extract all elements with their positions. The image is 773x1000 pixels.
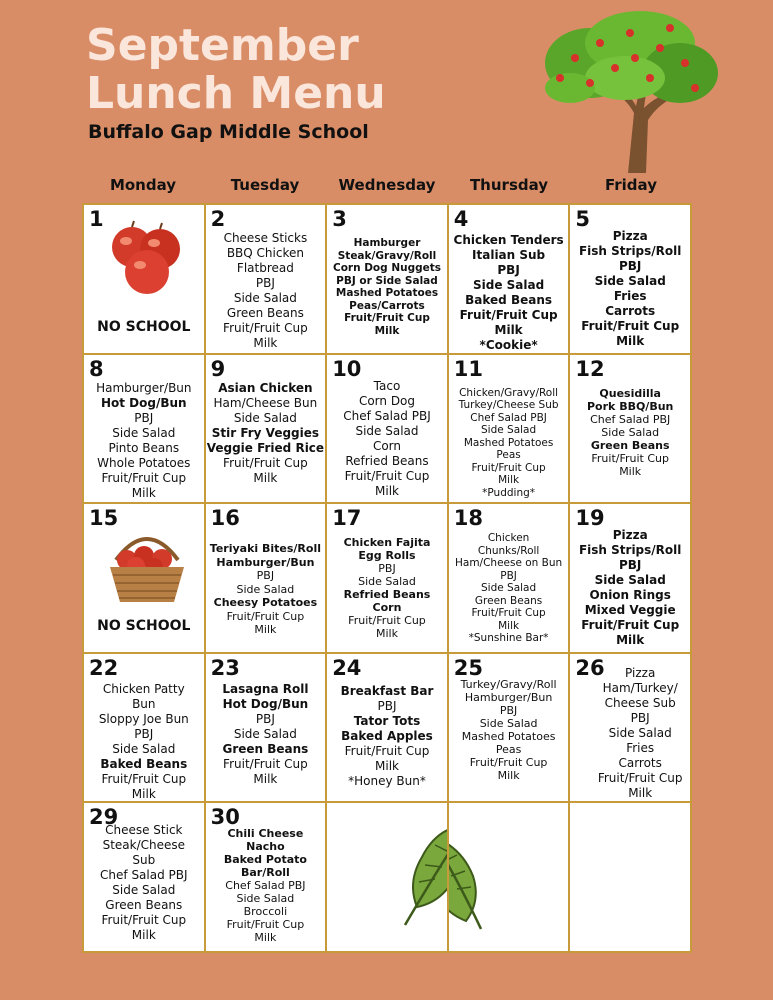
menu-item: Turkey/Cheese Sub: [458, 399, 559, 412]
menu-item: Asian Chicken: [218, 380, 313, 395]
weekday-monday: Monday: [109, 176, 177, 194]
menu-item: PBJ: [630, 710, 650, 725]
menu-item: Milk: [619, 464, 642, 478]
menu-item: Chicken: [487, 532, 530, 545]
menu-item: Peas: [496, 449, 521, 462]
title-line-2: Lunch Menu: [86, 68, 386, 119]
menu-item: Green Beans: [226, 306, 304, 320]
menu-item: Milk: [498, 474, 520, 487]
menu-item: Fruit/Fruit Cup: [226, 918, 305, 932]
menu-item: Hamburger/Bun: [216, 555, 315, 569]
menu-item: Side Salad: [472, 278, 545, 292]
menu-item: Steak/Cheese: [102, 838, 186, 853]
day-number: 3: [332, 207, 347, 231]
day-cell-30: [206, 803, 326, 951]
menu-item: Chicken/Gravy/Roll: [459, 386, 559, 399]
menu-item: PBJ: [618, 259, 642, 273]
day-cell-25: [449, 654, 569, 802]
page-title: [86, 22, 386, 118]
menu-item: Taco: [373, 378, 401, 393]
menu-item: Side Salad: [233, 291, 297, 305]
day-cell-3: [327, 205, 447, 353]
menu-item: Chunks/Roll: [477, 544, 540, 557]
day-number: 5: [575, 207, 591, 231]
menu-items: [570, 387, 690, 478]
menu-item: Fruit/Fruit Cup: [101, 913, 187, 928]
menu-item: Peas: [495, 742, 522, 756]
empty-cell: [327, 803, 447, 951]
menu-items: [84, 682, 204, 802]
menu-items: [84, 381, 204, 501]
menu-item: Side Salad: [358, 575, 416, 589]
menu-items: [570, 528, 690, 648]
menu-item: PBJ: [256, 569, 275, 583]
menu-item: Milk: [131, 786, 156, 801]
menu-item: Carrots: [618, 755, 662, 770]
menu-item: Side Salad: [112, 425, 176, 440]
menu-item: Green Beans: [474, 594, 543, 607]
menu-item: Turkey/Gravy/Roll: [460, 677, 557, 691]
menu-item: Lasagna Roll: [222, 681, 309, 696]
menu-item: Sub: [132, 853, 156, 868]
menu-item: PBJ: [618, 558, 642, 573]
menu-items: [84, 823, 204, 943]
menu-item: Fruit/Fruit Cup: [101, 771, 187, 786]
day-number: 23: [210, 655, 240, 680]
menu-item: PBJ: [134, 410, 154, 425]
menu-item: PBJ: [255, 276, 275, 290]
menu-item: Side Salad: [594, 274, 666, 288]
menu-items: [570, 666, 690, 801]
menu-item: *Sunshine Bar*: [468, 632, 549, 645]
weekday-thursday: Thursday: [469, 176, 549, 194]
apples-icon: [102, 217, 192, 297]
menu-items: [449, 233, 569, 353]
menu-item: Milk: [376, 627, 398, 641]
menu-items: [449, 387, 569, 500]
day-cell-15: [84, 504, 204, 652]
menu-items: [206, 542, 326, 637]
menu-item: Green Beans: [222, 741, 309, 756]
day-number: 1: [89, 207, 104, 231]
menu-item: PBJ: [499, 703, 518, 717]
menu-item: Fruit/Fruit Cup: [469, 755, 548, 769]
day-number: 15: [89, 506, 119, 531]
menu-item: Baked Beans: [100, 756, 188, 771]
menu-item: Breakfast Bar: [340, 683, 434, 698]
menu-item: Fruit/Fruit Cup: [223, 455, 308, 470]
menu-items: [206, 827, 326, 944]
day-cell-8: [84, 355, 204, 503]
menu-item: Cheesy Potatoes: [213, 596, 318, 610]
day-cell-10: [327, 355, 447, 503]
menu-item: Milk: [131, 485, 156, 500]
menu-item: Tator Tots: [353, 713, 421, 728]
menu-item: Hot Dog/Bun: [100, 395, 187, 410]
menu-items: [327, 237, 447, 337]
apple-tree-icon: [530, 8, 720, 173]
menu-item: Fruit/Fruit Cup: [471, 607, 546, 620]
menu-item: Side Salad: [355, 423, 419, 438]
title-line-1: September: [86, 20, 359, 71]
day-number: 11: [453, 356, 484, 381]
day-cell-22: [84, 654, 204, 802]
menu-item: Milk: [616, 633, 645, 648]
menu-item: Fruit/Fruit Cup: [581, 319, 680, 333]
menu-item: Onion Rings: [589, 588, 671, 603]
menu-item: Egg Rolls: [358, 549, 416, 563]
day-cell-19: [570, 504, 690, 652]
menu-item: Mashed Potatoes: [463, 436, 554, 449]
menu-item: Chef Salad PBJ: [470, 411, 547, 424]
menu-item: Milk: [494, 323, 523, 337]
menu-item: Refried Beans: [343, 588, 431, 602]
day-number: 18: [453, 506, 484, 531]
day-number: 24: [332, 655, 362, 680]
leaf-icon: [397, 817, 447, 927]
menu-item: Refried Beans: [345, 453, 429, 468]
menu-item: Chef Salad PBJ: [343, 408, 431, 423]
menu-item: Whole Potatoes: [97, 455, 191, 470]
menu-item: Fruit/Fruit Cup: [597, 770, 683, 785]
menu-item: Side Salad: [112, 883, 176, 898]
menu-item: Milk: [497, 768, 520, 782]
menu-item: Broccoli: [243, 905, 288, 919]
menu-item: Chicken Tenders: [453, 233, 564, 247]
day-number: 19: [575, 506, 605, 531]
menu-item: Side Salad: [236, 582, 295, 596]
day-cell-9: [206, 355, 326, 503]
menu-item: *Cookie*: [479, 338, 538, 352]
menu-item: Milk: [498, 619, 520, 632]
menu-item: Ham/Turkey/: [602, 680, 678, 695]
day-cell-11: [449, 355, 569, 503]
menu-item: BBQ Chicken: [226, 246, 304, 260]
day-number: 25: [453, 655, 484, 680]
weekday-header: [82, 176, 692, 196]
menu-item: Quesidilla: [599, 386, 661, 400]
menu-calendar: [82, 203, 692, 953]
menu-item: Italian Sub: [472, 248, 546, 262]
menu-item: Side Salad: [481, 582, 537, 595]
leaf-icon: [449, 831, 491, 931]
menu-item: Steak/Gravy/Roll: [337, 249, 437, 262]
menu-item: Flatbread: [236, 261, 294, 275]
menu-item: Chef Salad PBJ: [100, 868, 188, 883]
day-cell-2: [206, 205, 326, 353]
menu-item: Fruit/Fruit Cup: [223, 321, 308, 335]
menu-item: Fish Strips/Roll: [578, 543, 682, 558]
day-number: 17: [332, 506, 362, 531]
apple-basket-icon: [102, 522, 192, 607]
day-cell-23: [206, 654, 326, 802]
menu-item: PBJ: [497, 263, 520, 277]
menu-items: [449, 532, 569, 645]
menu-item: Teriyaki Bites/Roll: [209, 542, 321, 556]
empty-cell: [449, 803, 569, 951]
menu-item: Fruit/Fruit Cup: [344, 468, 430, 483]
menu-items: [327, 536, 447, 640]
menu-item: Carrots: [605, 304, 656, 318]
day-number: 22: [89, 655, 119, 680]
day-cell-29: [84, 803, 204, 951]
menu-item: Green Beans: [105, 898, 183, 913]
menu-item: Pork BBQ/Bun: [587, 399, 674, 413]
menu-item: Milk: [374, 324, 400, 337]
day-cell-12: [570, 355, 690, 503]
menu-item: Hamburger/Bun: [464, 690, 553, 704]
menu-item: Pizza: [612, 528, 648, 543]
menu-item: Sloppy Joe Bun: [98, 711, 189, 726]
weekday-tuesday: Tuesday: [230, 176, 300, 194]
menu-item: Bun: [132, 696, 156, 711]
menu-items: [570, 229, 690, 349]
day-number: 12: [575, 356, 605, 381]
day-cell-4: [449, 205, 569, 353]
menu-item: Milk: [131, 928, 156, 943]
menu-items: [327, 379, 447, 499]
day-number: 10: [332, 356, 362, 381]
menu-item: Baked Beans: [465, 293, 553, 307]
menu-item: Side Salad: [233, 410, 297, 425]
day-number: 26: [575, 655, 605, 680]
day-number: 4: [453, 207, 469, 231]
menu-item: Mixed Veggie: [584, 603, 676, 618]
menu-item: PBJ: [377, 698, 397, 713]
no-school-label: NO SCHOOL: [97, 318, 191, 335]
weekday-wednesday: Wednesday: [338, 176, 436, 194]
menu-item: Fruit/Fruit Cup: [591, 451, 669, 465]
menu-item: Milk: [628, 785, 653, 800]
menu-item: Fries: [626, 740, 655, 755]
day-cell-17: [327, 504, 447, 652]
day-cell-5: [570, 205, 690, 353]
menu-item: Side Salad: [608, 725, 672, 740]
menu-item: Side Salad: [236, 892, 295, 906]
menu-item: Ham/Cheese on Bun: [454, 557, 563, 570]
menu-item: Side Salad: [112, 741, 176, 756]
menu-item: Chef Salad PBJ: [225, 879, 306, 893]
menu-item: Milk: [254, 623, 277, 637]
day-number: 8: [89, 356, 104, 381]
menu-item: Mashed Potatoes: [461, 729, 556, 743]
menu-item: Ham/Cheese Bun: [213, 395, 318, 410]
menu-item: Side Salad: [601, 425, 660, 439]
menu-item: Corn: [372, 601, 402, 615]
menu-item: Milk: [253, 470, 278, 485]
day-cell-1: [84, 205, 204, 353]
day-cell-24: [327, 654, 447, 802]
menu-item: Milk: [253, 336, 278, 350]
day-number: 29: [89, 805, 119, 830]
day-number: 30: [210, 805, 240, 830]
menu-item: Peas/Carrots: [349, 299, 425, 312]
menu-item: PBJ: [255, 711, 275, 726]
menu-item: PBJ or Side Salad: [336, 274, 438, 287]
menu-item: PBJ: [378, 562, 396, 576]
menu-items: [206, 381, 326, 486]
menu-item: Chicken Patty: [102, 681, 185, 696]
menu-item: *Pudding*: [482, 486, 536, 499]
menu-item: Side Salad: [594, 573, 666, 588]
menu-item: Fruit/Fruit Cup: [344, 312, 430, 324]
weekday-friday: Friday: [604, 176, 657, 194]
day-number: 16: [210, 506, 240, 531]
menu-item: Fruit/Fruit Cup: [471, 461, 546, 474]
menu-item: Fruit/Fruit Cup: [223, 756, 308, 771]
menu-item: Milk: [254, 931, 277, 945]
day-number: 9: [210, 356, 226, 381]
menu-item: Milk: [616, 334, 645, 348]
menu-item: Mashed Potatoes: [335, 287, 439, 299]
menu-item: Fruit/Fruit Cup: [101, 470, 187, 485]
menu-item: Chili Cheese: [227, 827, 304, 841]
menu-item: Fish Strips/Roll: [578, 244, 682, 258]
menu-item: Nacho: [246, 840, 285, 854]
menu-item: Side Salad: [481, 424, 537, 437]
day-cell-26: [570, 654, 690, 802]
menu-item: Corn Dog Nuggets: [332, 262, 441, 274]
menu-item: Milk: [375, 483, 399, 498]
menu-item: PBJ: [134, 726, 154, 741]
menu-item: Pizza: [612, 229, 648, 243]
menu-item: Milk: [253, 771, 278, 786]
menu-item: Chicken Fajita: [343, 536, 431, 550]
empty-cell: [570, 803, 690, 951]
menu-item: Corn: [372, 438, 402, 453]
school-name: Buffalo Gap Middle School: [88, 121, 369, 143]
menu-items: [206, 231, 326, 351]
menu-item: Pizza: [625, 665, 656, 680]
menu-items: [449, 678, 569, 782]
no-school-label: NO SCHOOL: [97, 617, 191, 634]
menu-item: Corn Dog: [358, 393, 416, 408]
menu-item: Fruit/Fruit Cup: [344, 743, 430, 758]
menu-item: Cheese Stick: [105, 823, 183, 838]
menu-item: Baked Potato: [223, 853, 307, 867]
menu-item: PBJ: [500, 569, 517, 582]
menu-item: Fruit/Fruit Cup: [581, 618, 680, 633]
menu-item: Chef Salad PBJ: [590, 412, 671, 426]
day-cell-18: [449, 504, 569, 652]
menu-item: Hamburger/Bun: [96, 380, 192, 395]
menu-item: Cheese Sub: [604, 695, 676, 710]
day-number: 2: [210, 207, 226, 231]
menu-item: Hot Dog/Bun: [222, 696, 309, 711]
menu-item: Pinto Beans: [108, 440, 180, 455]
menu-item: Green Beans: [590, 438, 670, 452]
day-cell-16: [206, 504, 326, 652]
menu-item: *Honey Bun*: [348, 773, 426, 788]
menu-item: Veggie Fried Rice: [206, 440, 325, 455]
menu-item: Cheese Sticks: [223, 231, 308, 245]
menu-item: Fruit/Fruit Cup: [459, 308, 558, 322]
menu-item: Stir Fry Veggies: [211, 425, 320, 440]
menu-item: Hamburger: [353, 237, 421, 249]
menu-item: Fruit/Fruit Cup: [348, 614, 426, 628]
menu-item: Bar/Roll: [240, 866, 290, 880]
menu-item: Milk: [375, 758, 399, 773]
menu-item: Side Salad: [233, 726, 297, 741]
menu-item: Fries: [613, 289, 647, 303]
menu-item: Baked Apples: [341, 728, 433, 743]
menu-items: [206, 682, 326, 787]
menu-item: Side Salad: [479, 716, 538, 730]
menu-item: Fruit/Fruit Cup: [226, 609, 305, 623]
menu-items: [327, 684, 447, 789]
